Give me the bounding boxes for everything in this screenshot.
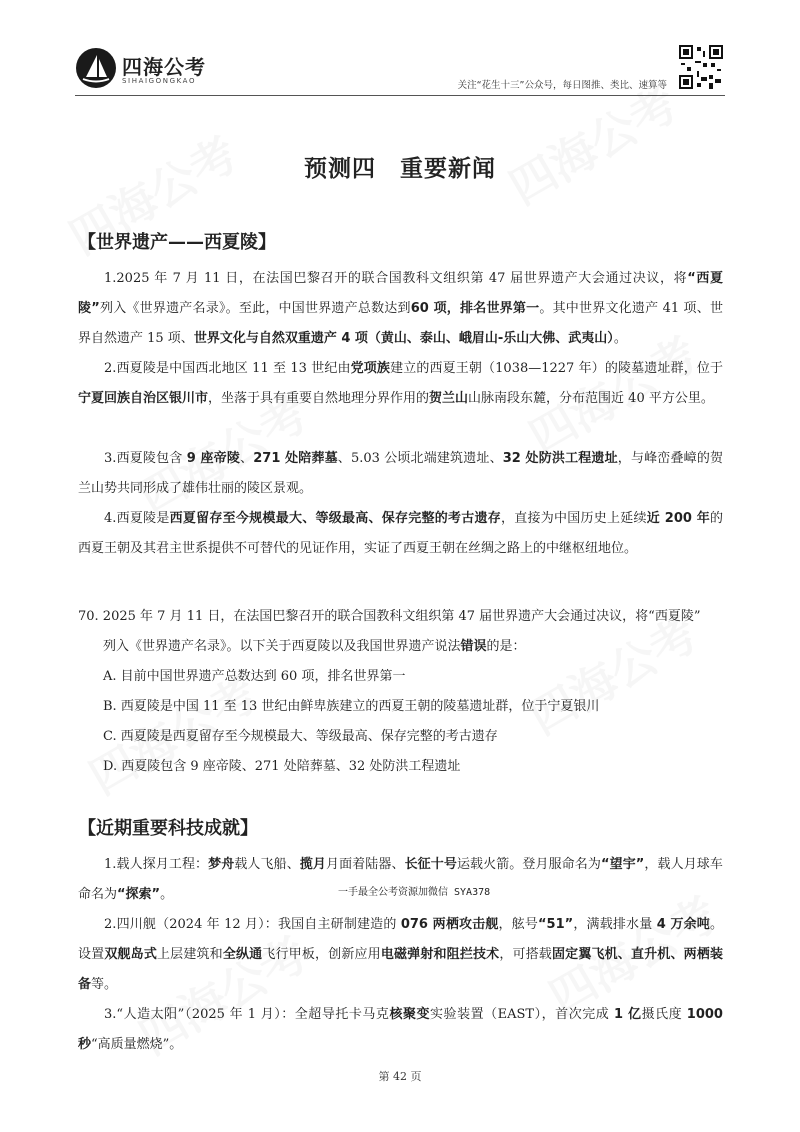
option-a: A. 目前中国世界遗产总数达到 60 项，排名世界第一 <box>103 669 406 684</box>
emphasis-text: 9 座帝陵 <box>186 451 241 466</box>
body-text: 摄氏度 <box>641 1007 687 1022</box>
paragraph <box>78 504 723 564</box>
body-text: 1.2025 年 7 月 11 日，在法国巴黎召开的联合国教科文组织第 47 届世界遗产大会通过决议，将 <box>104 271 688 286</box>
page-title: 预测四 重要新闻 <box>304 156 496 182</box>
sail-logo-icon <box>75 47 117 89</box>
emphasis-text: “51” <box>538 917 574 932</box>
question-stem-line2 <box>78 632 723 662</box>
emphasis-text: “西夏陵” <box>78 271 723 316</box>
body-text: 、5.03 公顷北端建筑遗址、 <box>337 451 503 466</box>
body-text: ，舷号 <box>498 917 539 932</box>
option-c: C. 西夏陵是西夏留存至今规模最大、等级最高、保存完整的考古遗存 <box>103 729 498 744</box>
inline-watermark: 一手最全公考资源加微信 SYA378 <box>338 887 491 898</box>
emphasis-text: 贺兰山 <box>429 391 469 406</box>
body-text: ，可搭载 <box>499 947 552 962</box>
paragraph <box>78 1000 723 1060</box>
emphasis-text: 1000 秒 <box>78 1007 723 1052</box>
question-stem <box>78 602 723 662</box>
body-text: 。 <box>160 887 174 902</box>
emphasis-text: “探索” <box>117 887 161 902</box>
logo-name: 四海公考 <box>122 55 206 79</box>
emphasis-text: 近 200 年 <box>646 511 710 526</box>
paragraph <box>78 910 723 1000</box>
emphasis-text: 4 万余吨 <box>656 917 710 932</box>
body-text: 飞行甲板，创新应用 <box>262 947 381 962</box>
stem-text: 的是： <box>486 639 526 654</box>
option-b: B. 西夏陵是中国 11 至 13 世纪由鲜卑族建立的西夏王朝的陵墓遗址群，位于宁夏银川 <box>103 699 600 714</box>
body-text: 建立的西夏王朝（1038—1227 年）的陵墓遗址群，位于 <box>390 361 723 376</box>
body-text: 3.西夏陵包含 <box>104 451 187 466</box>
stem-text: 列入《世界遗产名录》。以下关于西夏陵以及我国世界遗产说法 <box>103 639 461 654</box>
page-header <box>0 0 800 100</box>
logo <box>75 47 235 97</box>
body-text: 载人飞船、 <box>234 857 300 872</box>
emphasis-text: 双舰岛式 <box>104 947 158 962</box>
emphasis-text: 固定翼飞机、直升机、两栖装备 <box>78 947 723 992</box>
body-text: 上层建筑和 <box>157 947 223 962</box>
emphasis-text: 全纵通 <box>222 947 263 962</box>
emphasis-text: 271 处陪葬墓 <box>253 451 338 466</box>
body-text: ，直接为中国历史上延续 <box>500 511 647 526</box>
page-number: 第 42 页 <box>378 1070 422 1083</box>
option-d: D. 西夏陵包含 9 座帝陵、271 处陪葬墓、32 处防洪工程遗址 <box>103 759 461 774</box>
qr-code-icon <box>679 45 723 89</box>
emphasis-text: 电磁弹射和阻拦技术 <box>380 947 500 962</box>
emphasis-text: 核聚变 <box>389 1007 431 1022</box>
body-text: 山脉南段东麓，分布范围近 40 平方公里。 <box>468 391 714 406</box>
body-text: ，满载排水量 <box>573 917 657 932</box>
emphasis-text: “望宇” <box>600 857 645 872</box>
body-text: 、 <box>240 451 254 466</box>
paragraph <box>78 444 723 504</box>
body-text: ，坐落于具有重要自然地理分界作用的 <box>208 391 430 406</box>
question-stem-line1: 70. 2025 年 7 月 11 日，在法国巴黎召开的联合国教科文组织第 47 届世界遗产大会通过决议，将“西夏陵” <box>78 609 701 624</box>
body-text: 的西夏王朝及其君主世系提供不可替代的见证作用，实证了西夏王朝在丝绸之路上的中继枢纽地位。 <box>78 511 723 556</box>
logo-subtitle: SIHAIGONGKAO <box>122 77 197 85</box>
body-text: ，与峰峦叠嶂的贺兰山势共同形成了雄伟壮丽的陵区景观。 <box>78 451 723 496</box>
body-text: 列入《世界遗产名录》。至此，中国世界遗产总数达到 <box>99 301 411 316</box>
emphasis-text: 32 处防洪工程遗址 <box>502 451 618 466</box>
body-text: 4.西夏陵是 <box>104 511 170 526</box>
body-text: 月面着陆器、 <box>326 857 405 872</box>
body-text: 2.四川舰（2024 年 12 月）：我国自主研制建造的 <box>104 917 401 932</box>
body-text: 1.载人探月工程： <box>104 857 209 872</box>
paragraph <box>78 264 723 354</box>
body-text: 等。 <box>91 977 118 992</box>
emphasis-text: 宁夏回族自治区银川市 <box>78 391 209 406</box>
body-text: 运载火箭。登月服命名为 <box>456 857 601 872</box>
body-text: 。设置 <box>78 917 723 962</box>
emphasis-text: 梦舟 <box>208 857 235 872</box>
paragraph <box>78 850 723 910</box>
paragraph <box>78 354 723 414</box>
body-text: 2.西夏陵是中国西北地区 11 至 13 世纪由 <box>104 361 351 376</box>
emphasis-text: 长征十号 <box>404 857 457 872</box>
emphasis-text: 揽月 <box>299 857 326 872</box>
section-heading-xixia: 【世界遗产——西夏陵】 <box>78 232 276 253</box>
emphasis-text: 世界文化与自然双重遗产 4 项（黄山、泰山、峨眉山-乐山大佛、武夷山） <box>193 331 614 346</box>
body-text: ，载人月球车命名为 <box>78 857 723 902</box>
body-text: “高质量燃烧”。 <box>91 1037 183 1052</box>
emphasis-text: 60 项，排名世界第一 <box>410 301 540 316</box>
body-text: 。 <box>613 331 627 346</box>
emphasis-text: 西夏留存至今规模最大、等级最高、保存完整的考古遗存 <box>169 511 501 526</box>
section-heading-tech: 【近期重要科技成就】 <box>78 818 258 839</box>
header-note: 关注“花生十三”公众号，每日图推、类比、速算等 <box>457 80 667 91</box>
stem-emphasis: 错误 <box>460 639 487 654</box>
emphasis-text: 076 两栖攻击舰 <box>400 917 499 932</box>
emphasis-text: 1 亿 <box>613 1007 642 1022</box>
body-text: 实验装置（EAST），首次完成 <box>430 1007 614 1022</box>
emphasis-text: 党项族 <box>350 361 391 376</box>
body-text: 。其中世界文化遗产 41 项、世界自然遗产 15 项、 <box>78 301 723 346</box>
body-text: 3.“人造太阳”（2025 年 1 月）：全超导托卡马克 <box>104 1007 390 1022</box>
